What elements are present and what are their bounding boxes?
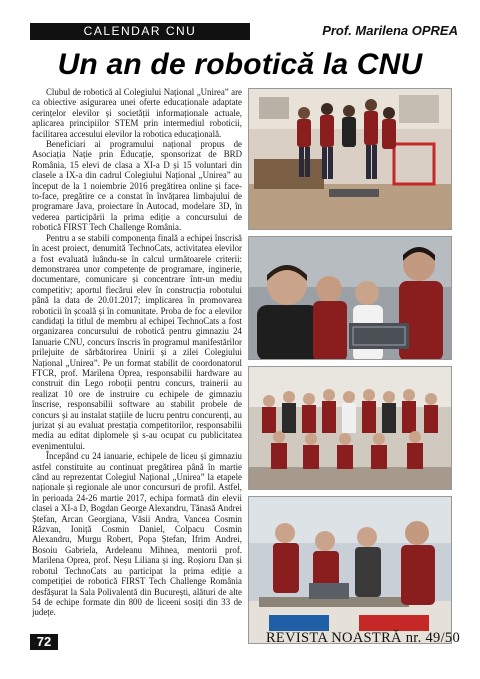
team-robot-photo (248, 88, 452, 230)
article-title: Un an de robotică la CNU (57, 48, 423, 81)
paragraph-2: Beneficiari ai programului național propus de Asociația Nație prin Educație, sponsorizat de BRD România, 15 elevi de clasa a XI-a D și 15 voluntari din clasele a IX-a din cadrul Colegiului Național „Unirea” au început de la 1 noiembrie 2016 pregătirea online și face-to-face, pregătire ce a constat în învățarea limbajului de programare Java, proiectare în Autocad, modelare 3D, în vederea participării la prima ediție a concursului de robotică FIRST Tech Challenge România. (32, 139, 242, 233)
group-photo (248, 366, 452, 490)
selfie-robot-photo (248, 236, 452, 360)
section-tag: CALENDAR CNU (30, 23, 250, 40)
page-number: 72 (30, 634, 58, 650)
competition-photo (248, 496, 452, 644)
paragraph-1: Clubul de robotică al Colegiului Național „Unirea” are ca obiective asigurarea unei oferte educaționale adaptate cerințelor elevilor și societății informaționale actuale, aplicarea principiilor STEM prin intermediul roboticii, facilitarea accesului elevilor la robotica educațională. (32, 87, 242, 139)
article-body (32, 87, 242, 647)
author-name: Prof. Marilena OPREA (322, 23, 458, 38)
paragraph-3: Pentru a se stabili componența finală a echipei înscrisă în acest proiect, denumită TechnoCats, activitatea elevilor a fost evaluată luându-se în calcul următoarele criterii: demonstrarea unor competențe de programare, inginerie, documentare, comunicare și concentrare într-un mediu competitiv; aportul fiecărui elev în construcția robotului până la data de 20.01.2017; implicarea în promovarea roboticii în școală și în comunitate. Proba de foc a elevilor candidați la titlul de membru al echipei TechnoCats a fost organizarea concursului de robotică pentru gimnaziu 24 Ianuarie CNU, concurs înscris în programul manifestărilor prilejuite de sărbătorirea Unirii și a zilei Colegiului Național „Unirea”. Pe un format stabilit de coordonatorul FTCR, prof. Marilena Oprea, responsabilii hardware au construit din Lego roboții pentru concurs, trainerii au realizat 10 ore de instruire cu echipele de gimnaziu înscrise, responsabilii software au stabilit probele de concurs și au instalat stațiile de lucru pentru concurenți, au jurizat și au evaluat prestația competitorilor, responsabilii media au editat diplomele și s-au ocupat cu publicitatea evenimentului. (32, 232, 242, 451)
paragraph-4: Începând cu 24 ianuarie, echipele de liceu și gimnaziu astfel constituite au continuat pregătirea până în martie când au reprezentat Colegiul Național „Unirea” la etapele naționale și regionale ale unor concursuri de profil. Astfel, în perioada 24-26 martie 2017, echipa formată din elevii clasei a XI-a D, Bogdan George Alexandru, Tănasă Andrei Ștefan, Arcan Georgiana, Văsii Andra, Vancea Cosmin Răzvan, Ioniță Cosmin Daniel, Colpacu Cosmin Alexandru, Murgu Robert, Popa Ștefan, Ifrim Andrei, Bosoiu Gabriela, Ardeleanu Mihnea, mentorii prof. Marilena Oprea, prof. Neșu Liliana și ing. Roșioru Dan și robotul TechnoCats au participat la prima ediție a competiției de robotică FIRST Tech Challenge România desfășurat la Sala Polivalentă din București, alături de alte 54 de echipe formate din 800 de liceeni sosiți din 33 de județe. (32, 451, 242, 618)
magazine-issue: REVISTA NOASTRĂ nr. 49/50 (265, 630, 460, 646)
